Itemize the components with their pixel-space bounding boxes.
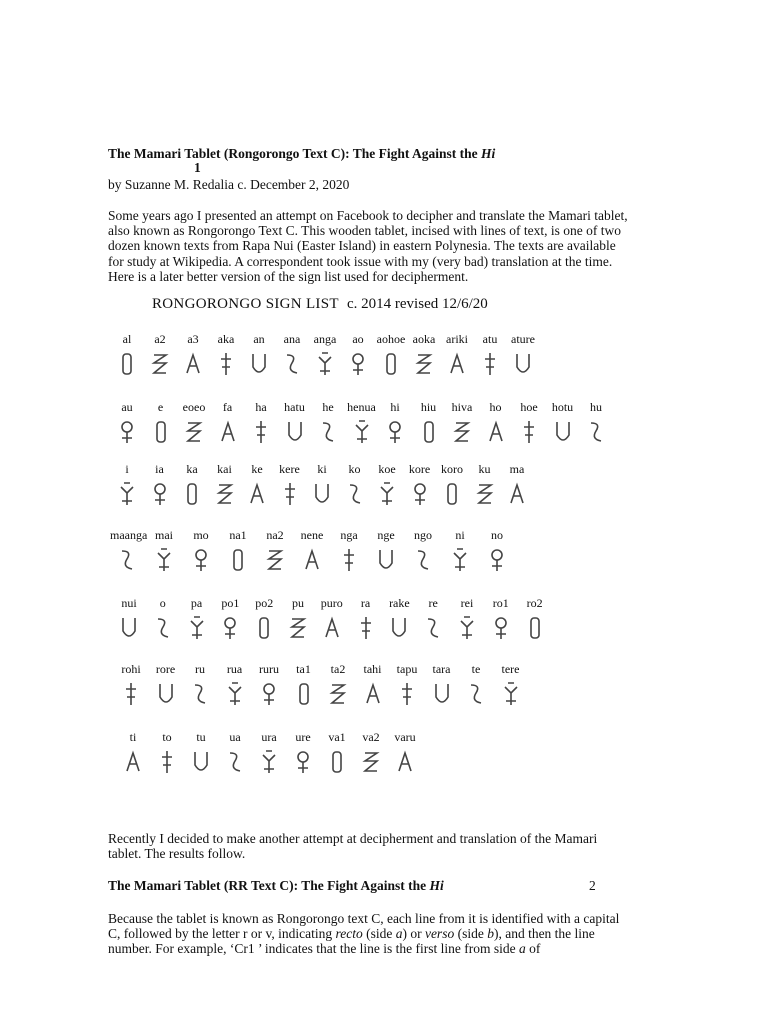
rongorongo-glyph-icon <box>323 615 341 641</box>
rongorongo-glyph-icon <box>487 419 505 445</box>
rongorongo-glyph-icon <box>526 615 544 641</box>
sign-label: ka <box>186 462 198 476</box>
sign-entry <box>275 332 309 377</box>
sign-label: fa <box>222 400 233 414</box>
results-paragraph: Recently I decided to make another attempt at decipherment and translation of the Mamari tablet. The results follow. <box>108 831 598 862</box>
sign-label: maanga <box>110 528 148 542</box>
rongorongo-glyph-icon <box>420 419 438 445</box>
sign-label: kore <box>408 462 431 476</box>
sign-entry <box>110 528 148 573</box>
rongorongo-glyph-icon <box>118 481 136 507</box>
sign-label: tara <box>432 662 451 676</box>
sign-label: kere <box>279 462 300 476</box>
sign-entry <box>177 400 211 445</box>
rongorongo-glyph-icon <box>453 419 471 445</box>
rongorongo-glyph-icon <box>122 681 140 707</box>
rongorongo-glyph-icon <box>188 615 206 641</box>
sign-entry <box>374 332 408 377</box>
rongorongo-glyph-icon <box>281 481 299 507</box>
document-title <box>108 146 495 162</box>
sign-entry <box>218 730 252 775</box>
sign-label: ature <box>511 332 535 346</box>
sign-label: rua <box>226 662 243 676</box>
sign-entry <box>208 462 242 507</box>
rongorongo-glyph-icon <box>316 351 334 377</box>
sign-entry <box>183 662 217 707</box>
rongorongo-glyph-icon <box>118 547 136 573</box>
sign-entry <box>175 462 209 507</box>
heading-text: The Mamari Tablet (RR Text C): The Fight Against the <box>108 878 430 893</box>
section-heading <box>108 878 444 894</box>
sign-entry <box>500 462 534 507</box>
page-bottom-cut <box>0 958 768 972</box>
rongorongo-glyph-icon <box>451 547 469 573</box>
rongorongo-glyph-icon <box>382 351 400 377</box>
rongorongo-glyph-icon <box>151 481 169 507</box>
sign-label: hotu <box>551 400 574 414</box>
sign-entry <box>479 400 513 445</box>
rongorongo-glyph-icon <box>514 351 532 377</box>
sign-entry <box>308 332 342 377</box>
sign-entry <box>382 596 416 641</box>
rongorongo-glyph-icon <box>248 481 266 507</box>
sign-label: tahi <box>363 662 382 676</box>
rongorongo-glyph-icon <box>124 749 142 775</box>
para3-side-a: a <box>395 926 403 942</box>
rongorongo-glyph-icon <box>154 615 172 641</box>
sign-label: ruru <box>259 662 279 676</box>
sign-label: ia <box>155 462 164 476</box>
sign-label: nga <box>340 528 358 542</box>
rongorongo-glyph-icon <box>252 419 270 445</box>
rongorongo-glyph-icon <box>467 681 485 707</box>
para3-text-1: Because the tablet is known as Rongorongo text C, each line from it is identified with a capital C, followed by the letter r or v, indicating <box>108 911 620 942</box>
rongorongo-glyph-icon <box>378 481 396 507</box>
sign-label: ti <box>129 730 137 744</box>
sign-label: na1 <box>229 528 247 542</box>
sign-entry <box>369 528 403 573</box>
rongorongo-glyph-icon <box>217 351 235 377</box>
sign-label: to <box>162 730 172 744</box>
rongorongo-glyph-icon <box>415 351 433 377</box>
sign-label: ure <box>295 730 311 744</box>
rongorongo-glyph-icon <box>340 547 358 573</box>
sign-label: tu <box>196 730 206 744</box>
sign-entry <box>150 730 184 775</box>
sign-label: an <box>253 332 265 346</box>
sign-entry <box>484 596 518 641</box>
rongorongo-glyph-icon <box>433 681 451 707</box>
rongorongo-glyph-icon <box>502 681 520 707</box>
sign-entry <box>213 596 247 641</box>
rongorongo-glyph-icon <box>443 481 461 507</box>
sign-label: ku <box>478 462 491 476</box>
sign-entry <box>403 462 437 507</box>
sign-entry <box>295 528 329 573</box>
sign-entry <box>378 400 412 445</box>
intro-paragraph: Some years ago I presented an attempt on Facebook to decipher and translate the Mamari tablet, also known as Rongorongo Text C. This wooden tablet, incised with lines of text, is one of two dozen known texts from Rapa Nui (Easter Island) in eastern Polynesia. The texts are available for study at Wikipedia. A correspondent took issue with my (very bad) translation at the time. Here is a later better version of the sign list used for decipherment. <box>108 208 628 284</box>
page-number: 1 <box>194 160 201 175</box>
rongorongo-glyph-icon <box>286 419 304 445</box>
sign-label: kai <box>217 462 232 476</box>
sign-entry <box>443 528 477 573</box>
rongorongo-glyph-icon <box>508 481 526 507</box>
sign-entry <box>146 596 180 641</box>
rongorongo-glyph-icon <box>151 351 169 377</box>
sign-label: ha <box>255 400 267 414</box>
sign-label: aohoe <box>376 332 406 346</box>
rongorongo-glyph-icon <box>155 547 173 573</box>
para3-side-a-2: a <box>519 941 526 957</box>
sign-label: mo <box>193 528 209 542</box>
sign-entry <box>579 400 613 445</box>
sign-label: hu <box>590 400 602 414</box>
rongorongo-glyph-icon <box>346 481 364 507</box>
sign-entry <box>244 400 278 445</box>
page-number-2: 2 <box>589 878 596 893</box>
sign-label: nui <box>121 596 137 610</box>
sign-entry <box>354 730 388 775</box>
para3-text-3: ) or <box>402 926 425 942</box>
sign-label: ngo <box>414 528 432 542</box>
rongorongo-glyph-icon <box>118 419 136 445</box>
sign-entry <box>112 596 146 641</box>
rongorongo-glyph-icon <box>216 481 234 507</box>
sign-entry <box>144 400 178 445</box>
rongorongo-glyph-icon <box>260 681 278 707</box>
sign-entry <box>149 662 183 707</box>
sign-label: nge <box>377 528 395 542</box>
sign-entry <box>176 332 210 377</box>
sign-label: hiva <box>451 400 473 414</box>
sign-entry <box>494 662 528 707</box>
rongorongo-glyph-icon <box>289 615 307 641</box>
sign-entry <box>180 596 214 641</box>
rongorongo-glyph-icon <box>183 481 201 507</box>
sign-label: rore <box>155 662 176 676</box>
sign-entry <box>412 400 446 445</box>
sign-label: varu <box>394 730 416 744</box>
sign-entry <box>416 596 450 641</box>
sign-label: po1 <box>221 596 240 610</box>
sign-entry <box>242 332 276 377</box>
sign-label: tapu <box>396 662 418 676</box>
sign-label: ao <box>352 332 364 346</box>
sign-label: hatu <box>284 400 305 414</box>
sign-entry <box>480 528 514 573</box>
rongorongo-glyph-icon <box>481 351 499 377</box>
sign-entry <box>390 662 424 707</box>
sign-entry <box>332 528 366 573</box>
sign-label: aoka <box>412 332 436 346</box>
sign-entry <box>247 596 281 641</box>
rongorongo-glyph-icon <box>448 351 466 377</box>
sign-entry <box>278 400 312 445</box>
sign-label: ura <box>261 730 277 744</box>
sign-label: koe <box>378 462 396 476</box>
sign-label: aka <box>217 332 235 346</box>
sign-label: ma <box>509 462 525 476</box>
sign-entry <box>407 332 441 377</box>
rongorongo-glyph-icon <box>587 419 605 445</box>
sign-label: a3 <box>187 332 199 346</box>
rongorongo-glyph-icon <box>260 749 278 775</box>
rongorongo-glyph-icon <box>192 749 210 775</box>
sign-entry <box>252 730 286 775</box>
sign-label: hi <box>390 400 400 414</box>
rongorongo-glyph-icon <box>191 681 209 707</box>
title-italic: Hi <box>481 146 496 161</box>
rongorongo-glyph-icon <box>492 615 510 641</box>
para3-side-b: b <box>487 926 494 942</box>
sign-entry <box>341 332 375 377</box>
sign-label: pu <box>292 596 304 610</box>
sign-label: eoeo <box>182 400 206 414</box>
para3-recto: recto <box>335 926 363 942</box>
rongorongo-glyph-icon <box>221 615 239 641</box>
sign-label: anga <box>313 332 337 346</box>
sign-entry <box>356 662 390 707</box>
sign-entry <box>315 596 349 641</box>
rongorongo-glyph-icon <box>229 547 247 573</box>
rongorongo-glyph-icon <box>488 547 506 573</box>
rongorongo-glyph-icon <box>152 419 170 445</box>
rongorongo-glyph-icon <box>118 351 136 377</box>
sign-label: al <box>122 332 132 346</box>
sign-entry <box>506 332 540 377</box>
rongorongo-glyph-icon <box>295 681 313 707</box>
rongorongo-glyph-icon <box>554 419 572 445</box>
sign-entry <box>147 528 181 573</box>
sign-label: na2 <box>266 528 284 542</box>
sign-entry <box>240 462 274 507</box>
rongorongo-glyph-icon <box>294 749 312 775</box>
sign-label: rohi <box>121 662 141 676</box>
sign-entry <box>221 528 255 573</box>
sign-list-figure <box>110 296 630 786</box>
sign-entry <box>425 662 459 707</box>
sign-entry <box>273 462 307 507</box>
sign-label: pa <box>190 596 203 610</box>
sign-entry <box>435 462 469 507</box>
sign-label: rei <box>460 596 474 610</box>
rongorongo-glyph-icon <box>362 749 380 775</box>
sign-entry <box>143 332 177 377</box>
sign-entry <box>209 332 243 377</box>
sign-label: ro2 <box>526 596 543 610</box>
sign-entry <box>388 730 422 775</box>
sign-entry <box>370 462 404 507</box>
heading-italic: Hi <box>429 878 444 893</box>
sign-entry <box>110 332 144 377</box>
sign-entry <box>518 596 552 641</box>
rongorongo-glyph-icon <box>226 681 244 707</box>
sign-label: ho <box>489 400 502 414</box>
sign-entry <box>320 730 354 775</box>
sign-label: mai <box>155 528 173 542</box>
rongorongo-glyph-icon <box>158 749 176 775</box>
sign-label: ra <box>360 596 371 610</box>
rongorongo-glyph-icon <box>329 681 347 707</box>
sign-entry <box>110 462 144 507</box>
sign-entry <box>445 400 479 445</box>
rongorongo-glyph-icon <box>390 615 408 641</box>
sign-label: i <box>125 462 129 476</box>
sign-label: a2 <box>154 332 166 346</box>
rongorongo-glyph-icon <box>157 681 175 707</box>
sign-entry <box>287 662 321 707</box>
sign-list-date: c. 2014 revised 12/6/20 <box>347 296 488 312</box>
sign-label: ana <box>283 332 301 346</box>
sign-label: te <box>471 662 481 676</box>
sign-entry <box>218 662 252 707</box>
rongorongo-glyph-icon <box>120 615 138 641</box>
rongorongo-glyph-icon <box>349 351 367 377</box>
rongorongo-glyph-icon <box>396 749 414 775</box>
rongorongo-glyph-icon <box>226 749 244 775</box>
rongorongo-glyph-icon <box>219 419 237 445</box>
rongorongo-glyph-icon <box>353 419 371 445</box>
para3-text-2: (side <box>362 926 396 942</box>
sign-label: po2 <box>255 596 274 610</box>
sign-label: koro <box>441 462 463 476</box>
sign-entry <box>349 596 383 641</box>
rongorongo-glyph-icon <box>357 615 375 641</box>
sign-label: hoe <box>520 400 538 414</box>
sign-entry <box>211 400 245 445</box>
rongorongo-glyph-icon <box>398 681 416 707</box>
rongorongo-glyph-icon <box>184 351 202 377</box>
rongorongo-glyph-icon <box>424 615 442 641</box>
rongorongo-glyph-icon <box>328 749 346 775</box>
sign-entry <box>116 730 150 775</box>
sign-list-title: RONGORONGO SIGN LIST <box>152 296 339 312</box>
para3-text-6: of <box>525 941 541 957</box>
sign-entry <box>321 662 355 707</box>
sign-label: atu <box>482 332 498 346</box>
sign-entry <box>184 730 218 775</box>
sign-label: puro <box>320 596 343 610</box>
sign-entry <box>286 730 320 775</box>
sign-label: ke <box>251 462 263 476</box>
rongorongo-glyph-icon <box>185 419 203 445</box>
sign-label: ko <box>348 462 361 476</box>
sign-entry <box>546 400 580 445</box>
rongorongo-glyph-icon <box>476 481 494 507</box>
para3-verso: verso <box>424 926 455 942</box>
rongorongo-glyph-icon <box>303 547 321 573</box>
rongorongo-glyph-icon <box>319 419 337 445</box>
sign-entry <box>345 400 379 445</box>
sign-entry <box>338 462 372 507</box>
sign-entry <box>459 662 493 707</box>
explanation-paragraph <box>108 911 632 957</box>
sign-label: ni <box>455 528 465 542</box>
rongorongo-glyph-icon <box>283 351 301 377</box>
sign-entry <box>311 400 345 445</box>
para3-text-4: (side <box>454 926 488 942</box>
rongorongo-glyph-icon <box>266 547 284 573</box>
sign-entry <box>252 662 286 707</box>
sign-entry <box>184 528 218 573</box>
sign-label: ta2 <box>330 662 346 676</box>
rongorongo-glyph-icon <box>255 615 273 641</box>
sign-label: nene <box>300 528 324 542</box>
para3-text-5: ), and then the line number. For example, ‘Cr1 ’ indicates that the line is the first line from side <box>108 926 595 957</box>
sign-label: ta1 <box>296 662 311 676</box>
rongorongo-glyph-icon <box>377 547 395 573</box>
sign-entry <box>143 462 177 507</box>
sign-entry <box>406 528 440 573</box>
sign-label: re <box>428 596 438 610</box>
rongorongo-glyph-icon <box>411 481 429 507</box>
sign-entry <box>440 332 474 377</box>
rongorongo-glyph-icon <box>250 351 268 377</box>
rongorongo-glyph-icon <box>313 481 331 507</box>
rongorongo-glyph-icon <box>192 547 210 573</box>
sign-entry <box>512 400 546 445</box>
sign-label: e <box>157 400 164 414</box>
rongorongo-glyph-icon <box>458 615 476 641</box>
sign-label: ki <box>317 462 327 476</box>
sign-entry <box>468 462 502 507</box>
sign-label: no <box>491 528 503 542</box>
title-text: The Mamari Tablet (Rongorongo Text C): The Fight Against the <box>108 146 482 161</box>
sign-label: au <box>121 400 133 414</box>
sign-label: ro1 <box>492 596 509 610</box>
sign-label: va1 <box>328 730 346 744</box>
rongorongo-glyph-icon <box>414 547 432 573</box>
sign-label: tere <box>501 662 520 676</box>
sign-entry <box>305 462 339 507</box>
sign-label: o <box>159 596 166 610</box>
sign-entry <box>450 596 484 641</box>
sign-entry <box>258 528 292 573</box>
sign-label: ru <box>195 662 205 676</box>
sign-label: ua <box>229 730 241 744</box>
sign-label: rake <box>389 596 410 610</box>
byline: by Suzanne M. Redalia c. December 2, 2020 <box>108 177 350 192</box>
sign-entry <box>473 332 507 377</box>
sign-label: va2 <box>362 730 380 744</box>
sign-entry <box>281 596 315 641</box>
sign-label: he <box>322 400 334 414</box>
rongorongo-glyph-icon <box>520 419 538 445</box>
sign-label: henua <box>347 400 376 414</box>
sign-entry <box>114 662 148 707</box>
sign-label: hiu <box>420 400 437 414</box>
sign-label: ariki <box>446 332 468 346</box>
rongorongo-glyph-icon <box>386 419 404 445</box>
rongorongo-glyph-icon <box>364 681 382 707</box>
sign-entry <box>110 400 144 445</box>
